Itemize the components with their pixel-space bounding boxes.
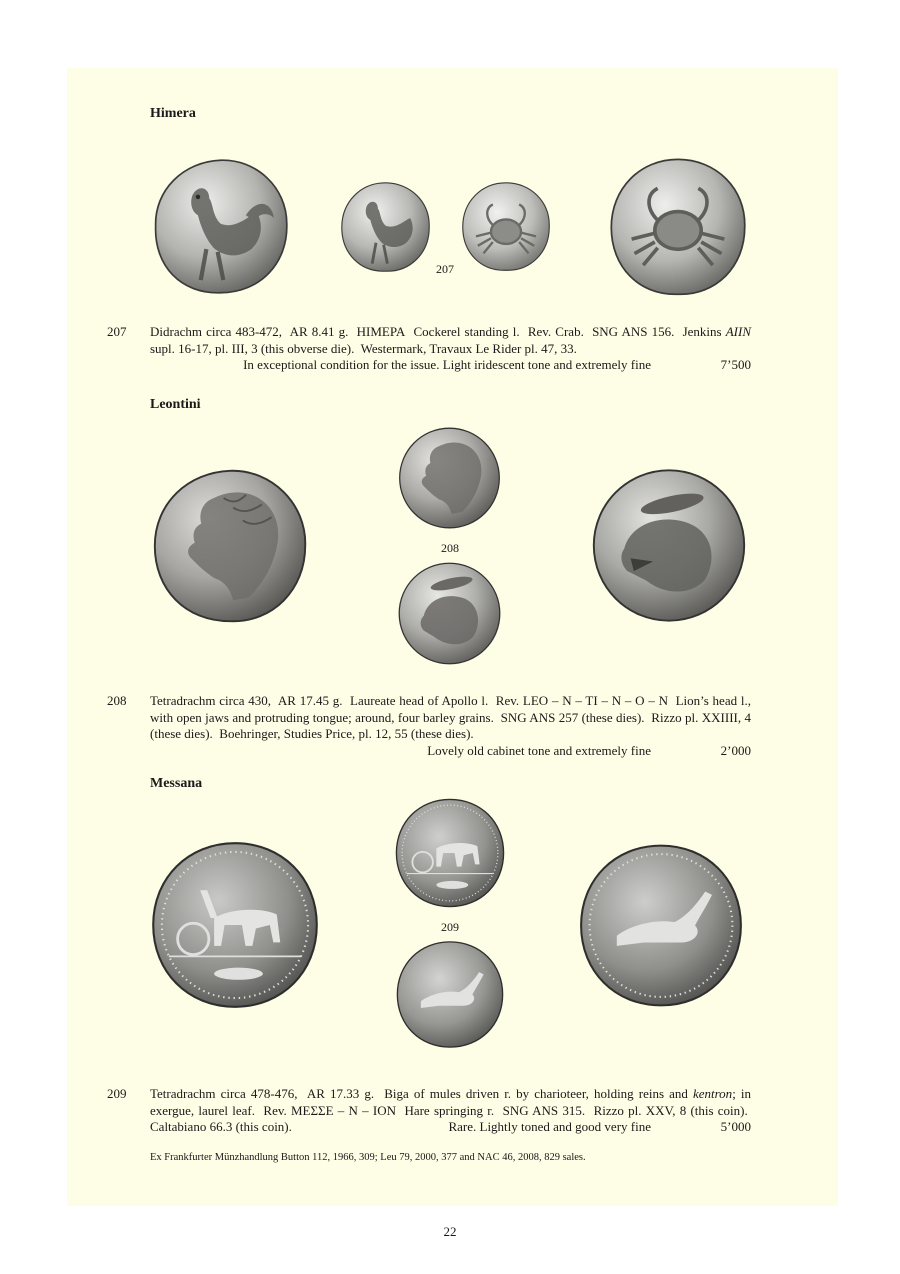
lot-209-price: 5’000 [720, 1119, 751, 1134]
section-heading-messana: Messana [150, 776, 203, 791]
coin-image-207-obverse [338, 180, 433, 275]
lot-description-208 [150, 693, 751, 759]
coin-image-208-obverse [396, 425, 503, 531]
coin-image-209-reverse [394, 938, 506, 1051]
lot-number-209: 209 [107, 1086, 127, 1101]
lot-number-207: 207 [107, 324, 127, 339]
coin-image-207-reverse [458, 180, 554, 274]
coin-image-208-reverse [396, 560, 503, 667]
lot-208-price: 2’000 [720, 742, 751, 758]
lot-207-estimate-row [150, 357, 751, 374]
coin-image-207-reverse-large [604, 155, 752, 300]
coin-image-209-reverse-large [576, 838, 746, 1013]
coin-image-209-obverse-large [147, 838, 323, 1012]
lot-207-price: 7’500 [720, 357, 751, 372]
coin-image-209-obverse [392, 796, 508, 910]
lot-209-condition: Rare. Lightly toned and good very fine [448, 1119, 651, 1134]
coin-image-208-reverse-large [589, 464, 749, 627]
lot-207-text: Didrachm circa 483-472, AR 8.41 g. HIMEPA Cockerel standing l. Rev. Crab. SNG ANS 156. Jenkins AIIN supl. 16-17, pl. III, 3 (this obverse die). Westermark, Travaux Le Rider pl. 47, 33. [150, 324, 751, 356]
image-label-207: 207 [436, 262, 454, 276]
lot-207-condition: In exceptional condition for the issue. Light iridescent tone and extremely fine [243, 357, 651, 372]
section-heading-leontini: Leontini [150, 397, 201, 412]
image-label-208: 208 [441, 541, 459, 555]
lot-208-condition: Lovely old cabinet tone and extremely fine [427, 742, 651, 758]
lot-209-text: Tetradrachm circa 478-476, AR 17.33 g. Biga of mules driven r. by charioteer, holding reins and kentron; in exergue, laurel leaf. Rev. ΜΕΣΣΕ – N – ION Hare springing r. SNG ANS 315. Rizzo pl. XXV, 8 (this coin). Caltabiano 66.3 (this coin). [150, 1086, 751, 1134]
lot-number-208: 208 [107, 693, 127, 708]
lot-description-207 [150, 324, 751, 374]
section-heading-himera: Himera [150, 106, 196, 121]
lot-209-provenance: Ex Frankfurter Münzhandlung Button 112, 1966, 309; Leu 79, 2000, 377 and NAC 46, 2008, 829 sales. [150, 1152, 586, 1163]
lot-208-estimate-row [150, 743, 751, 760]
image-label-209: 209 [441, 920, 459, 934]
lot-209-estimate-row [150, 1119, 751, 1136]
page-number: 22 [443, 1224, 457, 1239]
coin-image-207-obverse-large [150, 156, 291, 297]
lot-description-209 [150, 1086, 751, 1136]
lot-208-text: Tetradrachm circa 430, AR 17.45 g. Laureate head of Apollo l. Rev. LEO – N – TI – N – O – N Lion’s head l., with open jaws and protruding tongue; around, four barley grains. SNG ANS 257 (these dies). Rizzo pl. XXIIII, 4 (these dies). Boehringer, Studies Price, pl. 12, 55 (these dies). [150, 693, 751, 741]
coin-image-208-obverse-large [150, 466, 310, 626]
